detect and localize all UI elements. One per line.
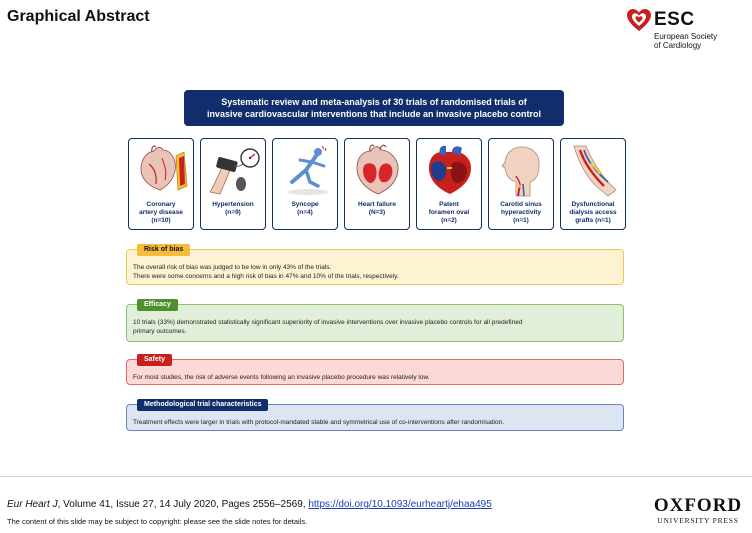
risk-of-bias-line2: There were some concerns and a high risk of bias in 47% and 10% of the trials, respectively. xyxy=(133,273,399,280)
condition-label-line2: dialysis access xyxy=(569,209,617,216)
condition-label-line1: Coronary xyxy=(146,201,176,208)
heart-failure-icon xyxy=(350,142,406,198)
footer-divider xyxy=(0,476,752,477)
copyright-notice: The content of this slide may be subject to copyright: please see the slide notes for details. xyxy=(7,517,308,526)
esc-subtitle-line2: of Cardiology xyxy=(654,41,702,50)
page-title: Graphical Abstract xyxy=(7,8,150,25)
condition-label-line3: (n=2) xyxy=(441,217,457,224)
condition-card-hypertension xyxy=(200,138,266,230)
condition-label-line3: (n=1) xyxy=(513,217,529,224)
condition-label-line2: (n=9) xyxy=(225,209,241,216)
efficacy-tag: Efficacy xyxy=(137,299,178,311)
condition-label xyxy=(274,201,336,217)
condition-label-line1: Patent xyxy=(439,201,459,208)
condition-card-syncope xyxy=(272,138,338,230)
condition-card-coronary xyxy=(128,138,194,230)
methodological-section xyxy=(126,401,624,431)
head-neck-icon xyxy=(494,142,550,198)
condition-label-line1: Hypertension xyxy=(212,201,254,208)
condition-label xyxy=(346,201,408,217)
condition-label xyxy=(562,201,624,225)
safety-tag: Safety xyxy=(137,354,172,366)
publisher-sub: UNIVERSITY PRESS xyxy=(657,516,739,525)
risk-of-bias-tag: Risk of bias xyxy=(137,244,190,256)
study-banner xyxy=(184,90,564,126)
condition-label-line2: (N=3) xyxy=(368,209,386,216)
efficacy-line1: 10 trials (33%) demonstrated statistically significant superiority of invasive interventions over invasive placebo controls for all predefined xyxy=(133,319,523,326)
condition-label-line2: (n=4) xyxy=(297,209,313,216)
condition-label-line1: Heart failure xyxy=(358,201,396,208)
citation xyxy=(7,499,492,510)
condition-label-line1: Carotid sinus xyxy=(500,201,542,208)
safety-section xyxy=(126,356,624,385)
methodological-tag: Methodological trial characteristics xyxy=(137,399,268,411)
condition-label xyxy=(202,201,264,217)
risk-of-bias-line1: The overall risk of bias was judged to be low in only 43% of the trials. xyxy=(133,264,332,271)
condition-label xyxy=(130,201,192,225)
esc-subtitle-line1: European Society xyxy=(654,32,718,41)
condition-label-line1: Dysfunctional xyxy=(571,201,615,208)
condition-label-line2: hyperactivity xyxy=(500,209,542,216)
safety-line1: For most studies, the risk of adverse events following an invasive placebo procedure was relatively low. xyxy=(133,374,430,381)
condition-card-heart-failure xyxy=(344,138,410,230)
condition-label-line2: artery disease xyxy=(139,209,183,216)
coronary-heart-icon xyxy=(134,142,190,198)
esc-name: ESC xyxy=(654,9,695,30)
esc-heart-icon xyxy=(626,8,652,34)
condition-card-patent-foramen xyxy=(416,138,482,230)
blood-pressure-icon xyxy=(206,142,262,198)
esc-subtitle xyxy=(654,32,744,50)
condition-label-line3: grafts (n=1) xyxy=(575,217,611,224)
fainting-person-icon xyxy=(278,142,334,198)
condition-label xyxy=(418,201,480,225)
publisher-main: OXFORD xyxy=(653,495,743,516)
citation-journal: Eur Heart J xyxy=(7,499,58,510)
condition-card-carotid xyxy=(488,138,554,230)
doi-link[interactable]: https://doi.org/10.1093/eurheartj/ehaa495 xyxy=(308,499,492,510)
banner-line1: Systematic review and meta-analysis of 30 trials of randomised trials of xyxy=(221,97,527,107)
condition-card-dialysis xyxy=(560,138,626,230)
risk-of-bias-section xyxy=(126,246,624,285)
banner-line2: invasive cardiovascular interventions that include an invasive placebo control xyxy=(206,109,542,119)
heart-anatomy-icon xyxy=(422,142,478,198)
condition-label xyxy=(490,201,552,225)
esc-logo xyxy=(626,6,746,56)
efficacy-section xyxy=(126,301,624,342)
oxford-university-press-logo xyxy=(650,496,746,526)
condition-label-line3: (n=10) xyxy=(151,217,171,224)
citation-details: , Volume 41, Issue 27, 14 July 2020, Pages 2556–2569, xyxy=(57,499,309,510)
condition-label-line2: foramen oval xyxy=(428,209,470,216)
methodological-line1: Treatment effects were larger in trials with protocol-mandated stable and symmetrical use of co-interventions after randomisation. xyxy=(133,419,505,426)
efficacy-line2: primary outcomes. xyxy=(133,328,187,335)
condition-label-line1: Syncope xyxy=(291,201,319,208)
arm-graft-icon xyxy=(566,142,622,198)
